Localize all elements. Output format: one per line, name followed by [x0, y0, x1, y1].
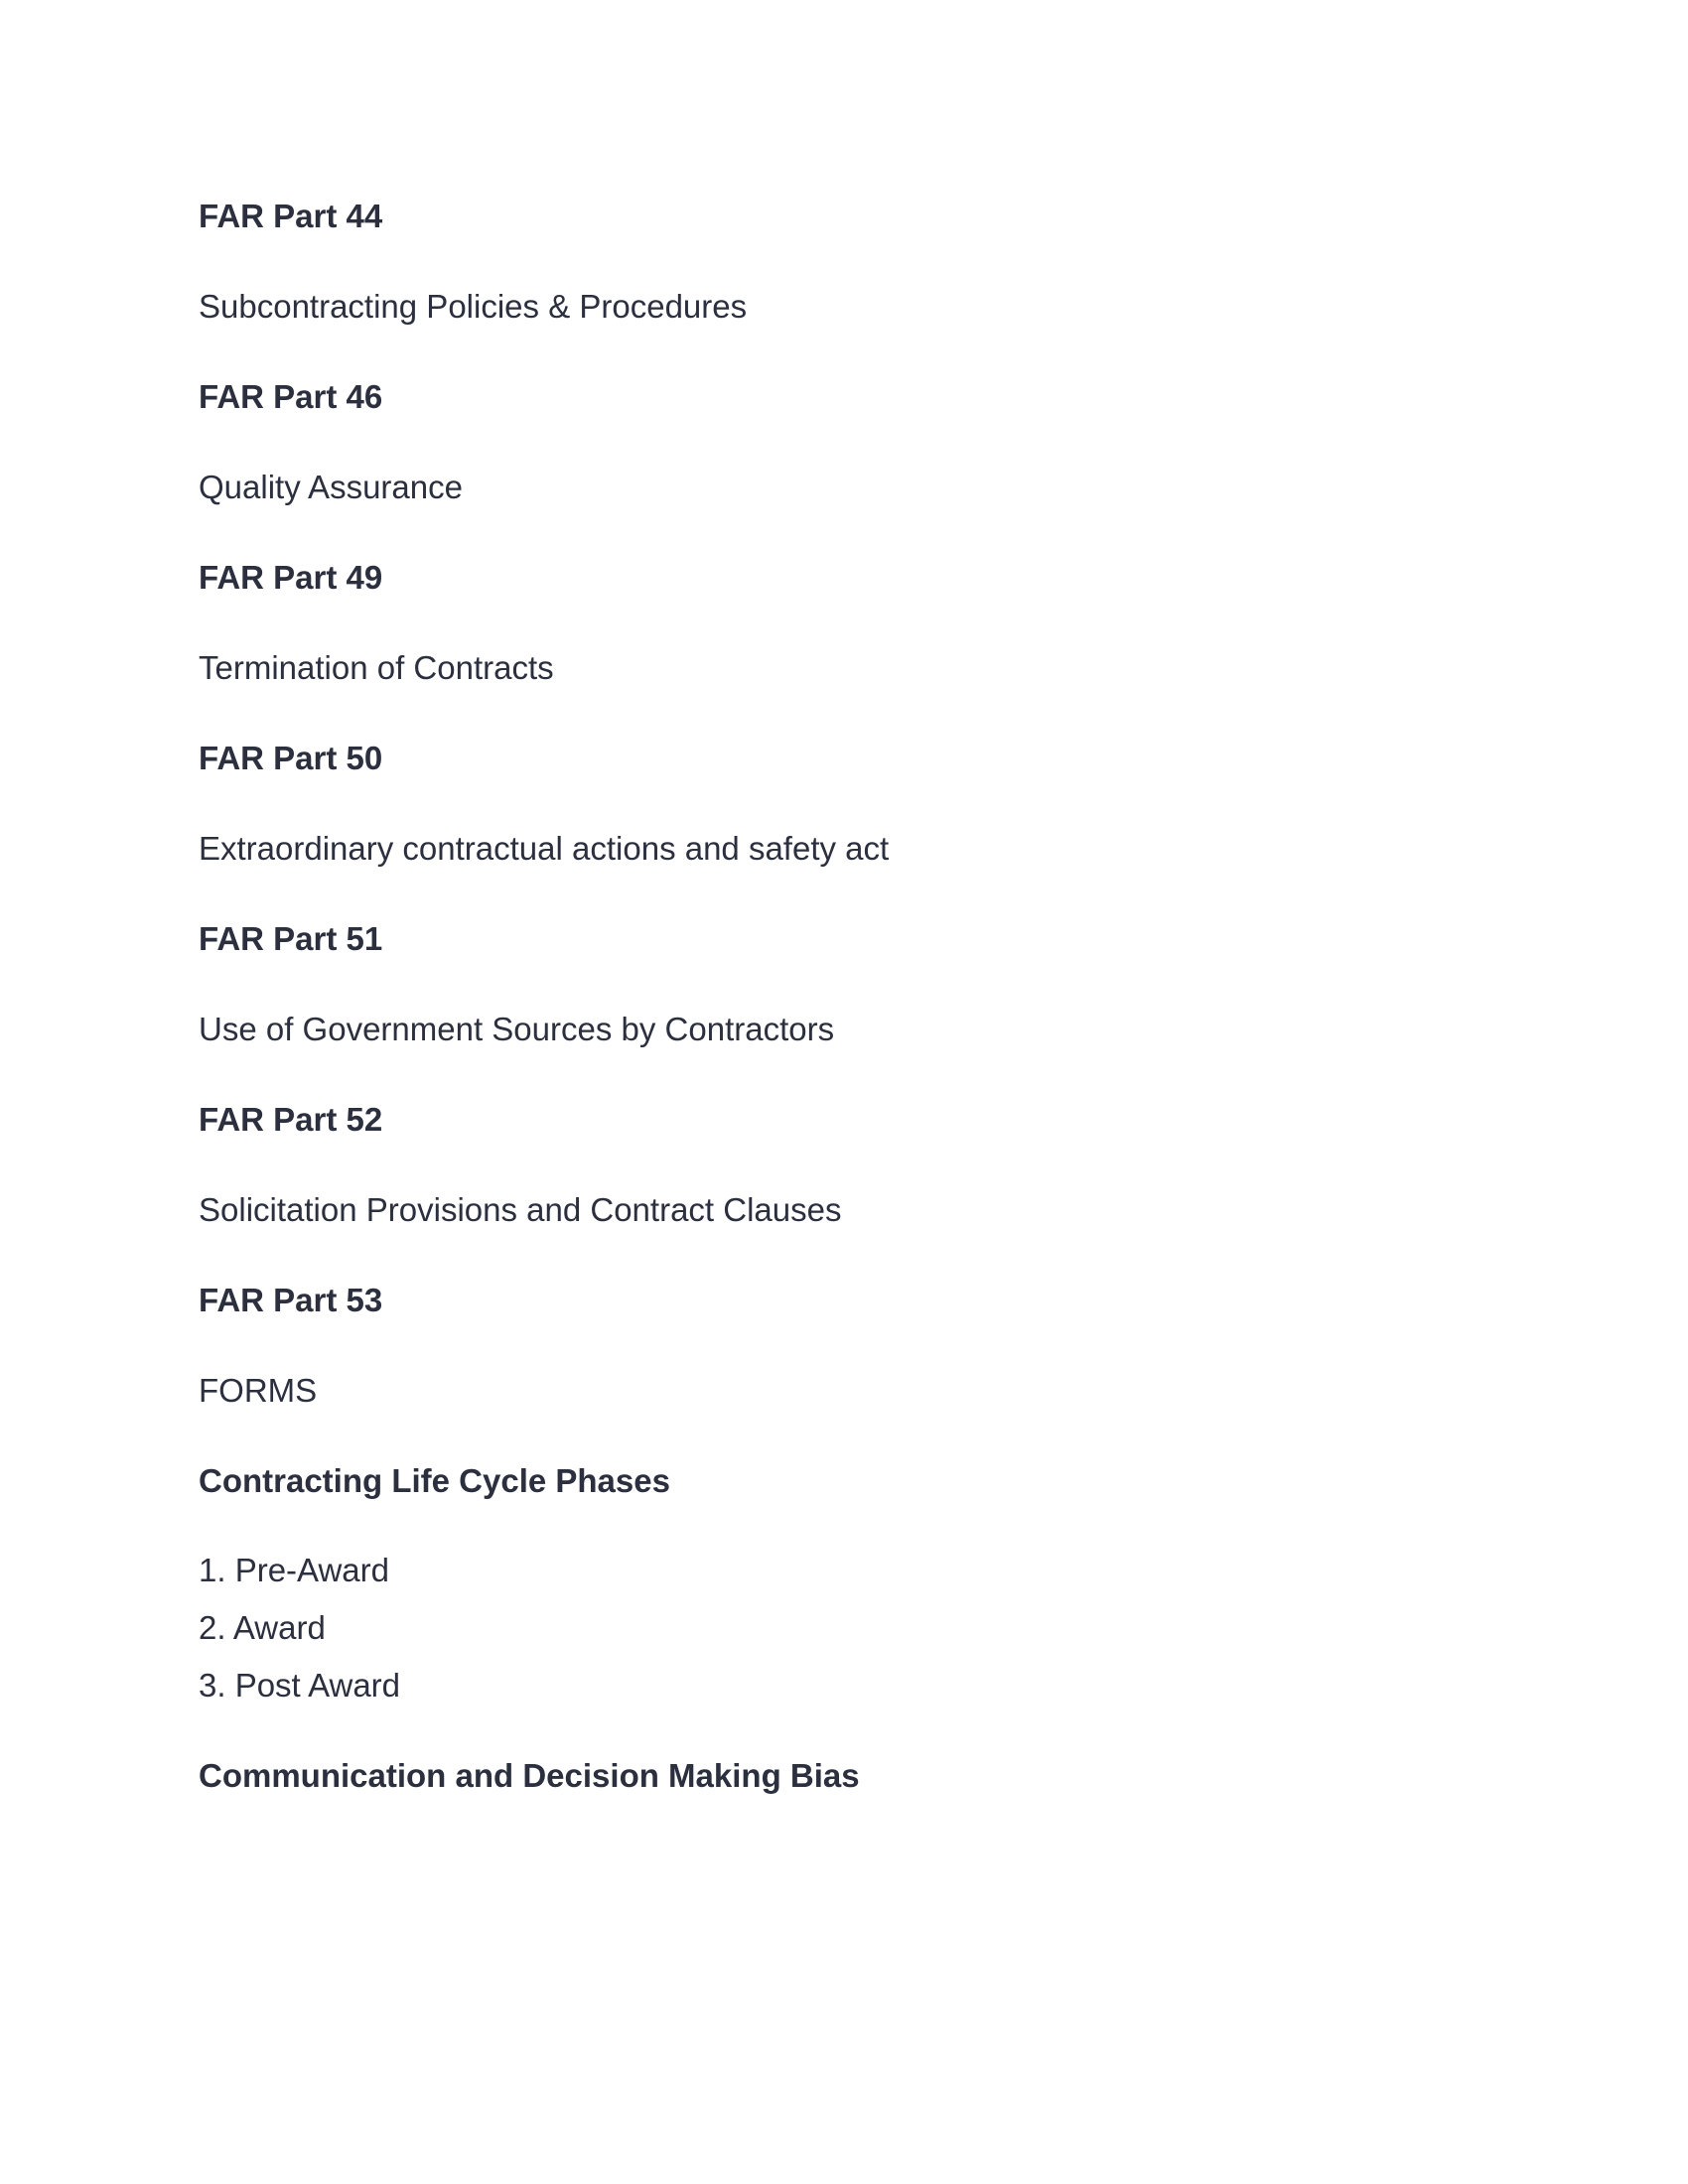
section-heading: FAR Part 53	[199, 1282, 383, 1318]
section-heading: FAR Part 51	[199, 920, 383, 957]
section-text: Solicitation Provisions and Contract Clauses	[199, 1191, 842, 1228]
phase-item: 2. Award	[199, 1609, 326, 1646]
section-heading: FAR Part 49	[199, 559, 383, 596]
section-heading: FAR Part 46	[199, 378, 383, 415]
section-text: Termination of Contracts	[199, 649, 554, 686]
section-text: Use of Government Sources by Contractors	[199, 1011, 835, 1047]
section-text: Subcontracting Policies & Procedures	[199, 288, 748, 325]
final-heading: Communication and Decision Making Bias	[199, 1757, 860, 1794]
phase-item: 3. Post Award	[199, 1667, 401, 1704]
section-text: FORMS	[199, 1372, 318, 1409]
section-text: Quality Assurance	[199, 469, 463, 505]
section-text: Extraordinary contractual actions and safety act	[199, 830, 890, 867]
section-heading: FAR Part 44	[199, 198, 383, 234]
section-heading: FAR Part 52	[199, 1101, 383, 1138]
phases-heading: Contracting Life Cycle Phases	[199, 1462, 670, 1499]
section-heading: FAR Part 50	[199, 740, 383, 776]
phase-item: 1. Pre-Award	[199, 1552, 389, 1588]
